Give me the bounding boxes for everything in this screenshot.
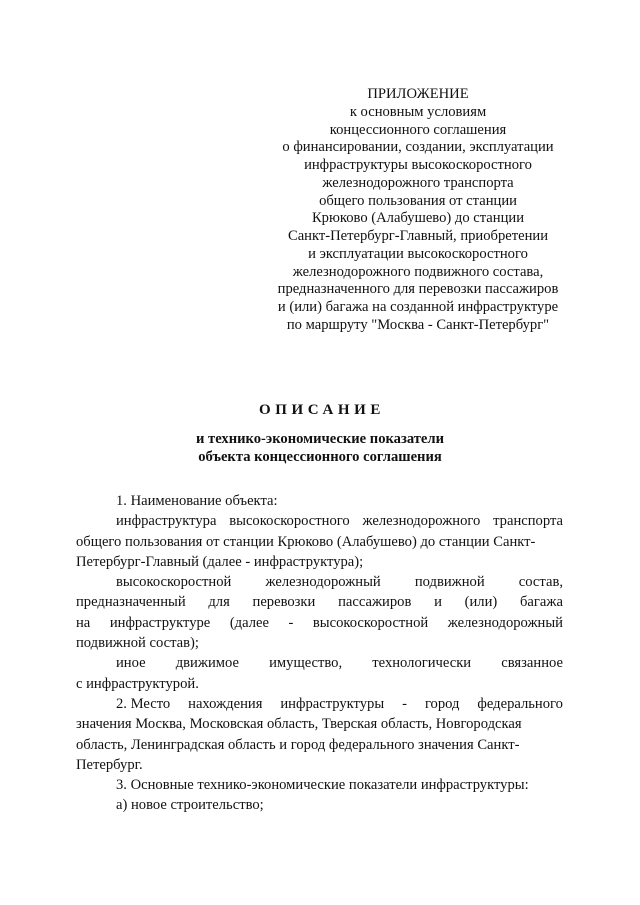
word: железнодорожный (447, 614, 563, 631)
word: на (76, 614, 91, 631)
appendix-line: о финансировании, создании, эксплуатации (282, 139, 554, 156)
paragraph-line: Петербург. (76, 756, 143, 773)
document-title: ОПИСАНИЕ (258, 402, 386, 418)
appendix-line: и эксплуатации высокоскоростного (308, 245, 528, 262)
appendix-line: к основным условиям (349, 103, 487, 120)
word: багажа (520, 594, 563, 611)
appendix-line: и (или) багажа на созданной инфраструктуре (277, 299, 559, 315)
word: предназначенный (76, 594, 186, 611)
word: 2. Место (116, 695, 171, 712)
word: транспорта (493, 513, 563, 530)
document-subtitle (0, 431, 640, 466)
justified-line (76, 613, 563, 633)
paragraph-line: подвижной состав); (76, 635, 199, 652)
appendix-line: ПРИЛОЖЕНИЕ (367, 86, 469, 102)
word: высокоскоростного (229, 513, 350, 530)
justified-line (76, 694, 563, 714)
section-1-paragraph-infrastructure (76, 511, 563, 572)
appendix-line: железнодорожного подвижного состава, (292, 263, 544, 280)
paragraph-line: Петербург-Главный (далее - инфраструктура); (76, 553, 364, 570)
word: иное (116, 655, 146, 672)
paragraph-line: область, Ленинградская область и город федерального значения Санкт- (76, 736, 520, 753)
appendix-line: инфраструктуры высокоскоростного (304, 157, 532, 173)
section-1-heading: 1. Наименование объекта: (116, 493, 278, 509)
word: состав, (518, 574, 563, 591)
paragraph-line: значения Москва, Московская область, Тверская область, Новгородская (76, 716, 522, 733)
appendix-line: Крюково (Алабушево) до станции (311, 210, 525, 227)
word: нахождения (188, 695, 263, 712)
appendix-line: предназначенного для перевозки пассажиров (277, 281, 559, 298)
section-3-item-a: а) новое строительство; (116, 797, 264, 814)
word: для (208, 594, 230, 611)
justified-line (76, 653, 563, 673)
word: - (402, 695, 407, 712)
word: инфраструктура (116, 513, 217, 530)
appendix-line: концессионного соглашения (329, 121, 507, 138)
word: технологически (372, 655, 472, 672)
appendix-line: железнодорожного транспорта (322, 174, 514, 191)
word: железнодорожного (362, 513, 481, 530)
justified-line (76, 511, 563, 531)
justified-line (76, 592, 563, 612)
word: инфраструктуре (109, 614, 211, 631)
word: пассажиров (338, 594, 412, 611)
appendix-line: общего пользования от станции (319, 192, 517, 209)
word: федерального (477, 695, 563, 712)
document-body (76, 491, 563, 816)
justified-line (76, 572, 563, 592)
word: высокоскоростной (312, 614, 429, 631)
section-3-heading: 3. Основные технико-экономические показатели инфраструктуры: (116, 777, 529, 794)
word: город (424, 695, 460, 712)
word: железнодорожный (265, 574, 381, 591)
word: (или) (464, 594, 498, 611)
word: движимое (175, 655, 239, 672)
subtitle-line: и технико-экономические показатели (195, 431, 444, 447)
section-1-paragraph-movable-property (76, 653, 563, 694)
paragraph-line: с инфраструктурой. (76, 675, 199, 692)
word: и (434, 594, 442, 611)
word: - (288, 614, 294, 631)
subtitle-line: объекта концессионного соглашения (198, 448, 442, 465)
word: связанное (501, 655, 563, 672)
paragraph-line: общего пользования от станции Крюково (Алабушево) до станции Санкт- (76, 533, 536, 550)
section-1-paragraph-rolling-stock (76, 572, 563, 653)
word: перевозки (252, 594, 316, 611)
word: подвижной (414, 574, 485, 591)
appendix-header (250, 86, 586, 335)
document-title-block (0, 401, 640, 466)
appendix-line: Санкт-Петербург-Главный, приобретении (287, 228, 549, 244)
word: высокоскоростной (116, 574, 232, 591)
word: имущество, (269, 655, 343, 672)
section-2-location (76, 694, 563, 775)
appendix-line: по маршруту "Москва - Санкт-Петербург" (286, 316, 550, 333)
word: (далее (229, 614, 269, 631)
word: инфраструктуры (280, 695, 385, 712)
